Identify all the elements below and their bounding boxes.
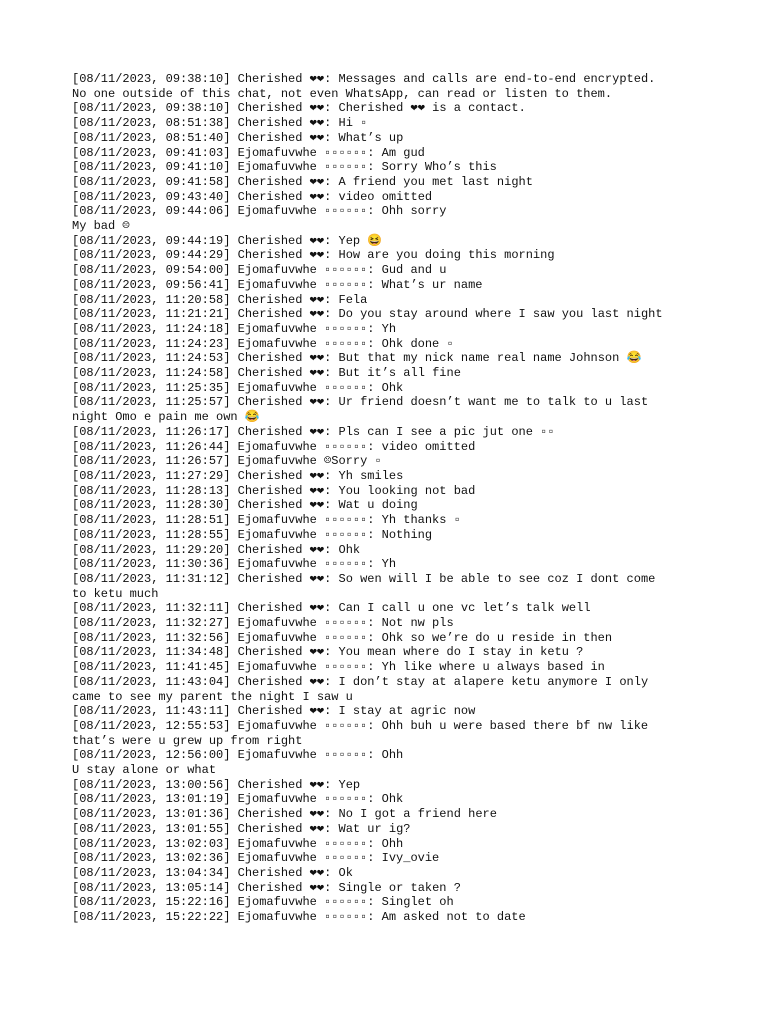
transcript-line: [08/11/2023, 11:43:11] Cherished ❤❤: I stay at agric now [72,704,476,719]
transcript-line: [08/11/2023, 11:27:29] Cherished ❤❤: Yh smiles [72,468,404,483]
transcript-line: [08/11/2023, 11:43:04] Cherished ❤❤: I don’t stay at alapere ketu anymore I only [72,674,649,689]
transcript-line: [08/11/2023, 09:44:06] Ejomafuvwhe ▫▫▫▫▫▫: Ohh sorry [72,204,447,219]
transcript-line: [08/11/2023, 13:01:55] Cherished ❤❤: Wat ur ig? [72,821,411,836]
transcript-line: [08/11/2023, 13:01:19] Ejomafuvwhe ▫▫▫▫▫▫: Ohk [72,792,404,807]
transcript-line: [08/11/2023, 11:24:53] Cherished ❤❤: But that my nick name real name Johnson 😂 [72,351,642,366]
transcript-line: [08/11/2023, 13:02:36] Ejomafuvwhe ▫▫▫▫▫▫: Ivy_ovie [72,851,440,866]
transcript-line: [08/11/2023, 11:25:35] Ejomafuvwhe ▫▫▫▫▫▫: Ohk [72,380,404,395]
transcript-line: [08/11/2023, 11:26:17] Cherished ❤❤: Pls can I see a pic jut one ▫▫ [72,424,555,439]
transcript-line: [08/11/2023, 11:32:27] Ejomafuvwhe ▫▫▫▫▫▫: Not nw pls [72,616,454,631]
transcript-line: [08/11/2023, 09:54:00] Ejomafuvwhe ▫▫▫▫▫▫: Gud and u [72,263,447,278]
transcript-line: [08/11/2023, 11:41:45] Ejomafuvwhe ▫▫▫▫▫▫: Yh like where u always based in [72,660,605,675]
transcript-line: [08/11/2023, 11:26:57] Ejomafuvwhe ☹Sorry ▫ [72,454,382,469]
transcript-line: [08/11/2023, 11:31:12] Cherished ❤❤: So wen will I be able to see coz I dont come [72,571,656,586]
transcript-line: came to see my parent the night I saw u [72,689,353,704]
transcript-line: [08/11/2023, 13:00:56] Cherished ❤❤: Yep [72,777,361,792]
transcript-line: [08/11/2023, 11:29:20] Cherished ❤❤: Ohk [72,542,361,557]
transcript-line: [08/11/2023, 11:28:13] Cherished ❤❤: You looking not bad [72,483,476,498]
transcript-line: [08/11/2023, 11:32:56] Ejomafuvwhe ▫▫▫▫▫▫: Ohk so we’re do u reside in then [72,630,613,645]
transcript-line: [08/11/2023, 13:04:34] Cherished ❤❤: Ok [72,865,353,880]
transcript-line: [08/11/2023, 11:30:36] Ejomafuvwhe ▫▫▫▫▫▫: Yh [72,557,397,572]
transcript-line: [08/11/2023, 15:22:16] Ejomafuvwhe ▫▫▫▫▫▫: Singlet oh [72,895,454,910]
transcript-line: [08/11/2023, 15:22:22] Ejomafuvwhe ▫▫▫▫▫▫: Am asked not to date [72,910,526,925]
transcript-line: [08/11/2023, 09:41:58] Cherished ❤❤: A friend you met last night [72,174,533,189]
transcript-line: My bad ☹ [72,219,130,234]
transcript-line: [08/11/2023, 09:38:10] Cherished ❤❤: Messages and calls are end-to-end encrypted. [72,72,656,86]
transcript-line: U stay alone or what [72,763,217,778]
transcript-line: [08/11/2023, 09:41:03] Ejomafuvwhe ▫▫▫▫▫▫: Am gud [72,145,425,160]
transcript-line: [08/11/2023, 11:28:55] Ejomafuvwhe ▫▫▫▫▫▫: Nothing [72,527,433,542]
transcript-line: [08/11/2023, 09:56:41] Ejomafuvwhe ▫▫▫▫▫▫: What’s ur name [72,277,483,292]
transcript-line: [08/11/2023, 11:21:21] Cherished ❤❤: Do you stay around where I saw you last night [72,307,663,322]
transcript-line: [08/11/2023, 11:26:44] Ejomafuvwhe ▫▫▫▫▫▫: video omitted [72,439,476,454]
chat-transcript [72,72,762,925]
transcript-line: [08/11/2023, 11:24:58] Cherished ❤❤: But it’s all fine [72,366,461,381]
transcript-line: [08/11/2023, 09:44:29] Cherished ❤❤: How are you doing this morning [72,248,555,263]
transcript-line: [08/11/2023, 11:24:23] Ejomafuvwhe ▫▫▫▫▫▫: Ohk done ▫ [72,336,454,351]
transcript-line: [08/11/2023, 09:38:10] Cherished ❤❤: Cherished ❤❤ is a contact. [72,101,526,116]
transcript-line: [08/11/2023, 11:24:18] Ejomafuvwhe ▫▫▫▫▫▫: Yh [72,321,397,336]
transcript-line: [08/11/2023, 11:28:51] Ejomafuvwhe ▫▫▫▫▫▫: Yh thanks ▫ [72,513,461,528]
transcript-line: [08/11/2023, 09:43:40] Cherished ❤❤: video omitted [72,189,433,204]
transcript-line: [08/11/2023, 09:41:10] Ejomafuvwhe ▫▫▫▫▫▫: Sorry Who’s this [72,160,497,175]
transcript-line: [08/11/2023, 12:56:00] Ejomafuvwhe ▫▫▫▫▫▫: Ohh [72,748,404,763]
transcript-line: [08/11/2023, 08:51:38] Cherished ❤❤: Hi ▫ [72,116,368,131]
transcript-line: night Omo e pain me own 😂 [72,410,260,425]
transcript-line: [08/11/2023, 11:32:11] Cherished ❤❤: Can I call u one vc let’s talk well [72,601,591,616]
transcript-line: No one outside of this chat, not even WhatsApp, can read or listen to them. [72,86,613,101]
transcript-line: [08/11/2023, 13:02:03] Ejomafuvwhe ▫▫▫▫▫▫: Ohh [72,836,404,851]
transcript-line: [08/11/2023, 13:05:14] Cherished ❤❤: Single or taken ? [72,880,461,895]
transcript-line: [08/11/2023, 13:01:36] Cherished ❤❤: No I got a friend here [72,807,497,822]
transcript-line: [08/11/2023, 08:51:40] Cherished ❤❤: What’s up [72,130,404,145]
transcript-line: [08/11/2023, 11:28:30] Cherished ❤❤: Wat u doing [72,498,418,513]
transcript-line: [08/11/2023, 12:55:53] Ejomafuvwhe ▫▫▫▫▫▫: Ohh buh u were based there bf nw like [72,718,649,733]
transcript-line: [08/11/2023, 11:25:57] Cherished ❤❤: Ur friend doesn’t want me to talk to u last [72,395,649,410]
chat-transcript-page [72,72,762,925]
transcript-line: that’s were u grew up from right [72,733,303,748]
transcript-line: [08/11/2023, 09:44:19] Cherished ❤❤: Yep 😆 [72,233,383,248]
transcript-line: [08/11/2023, 11:34:48] Cherished ❤❤: You mean where do I stay in ketu ? [72,645,584,660]
transcript-line: [08/11/2023, 11:20:58] Cherished ❤❤: Fela [72,292,368,307]
transcript-line: to ketu much [72,586,159,601]
